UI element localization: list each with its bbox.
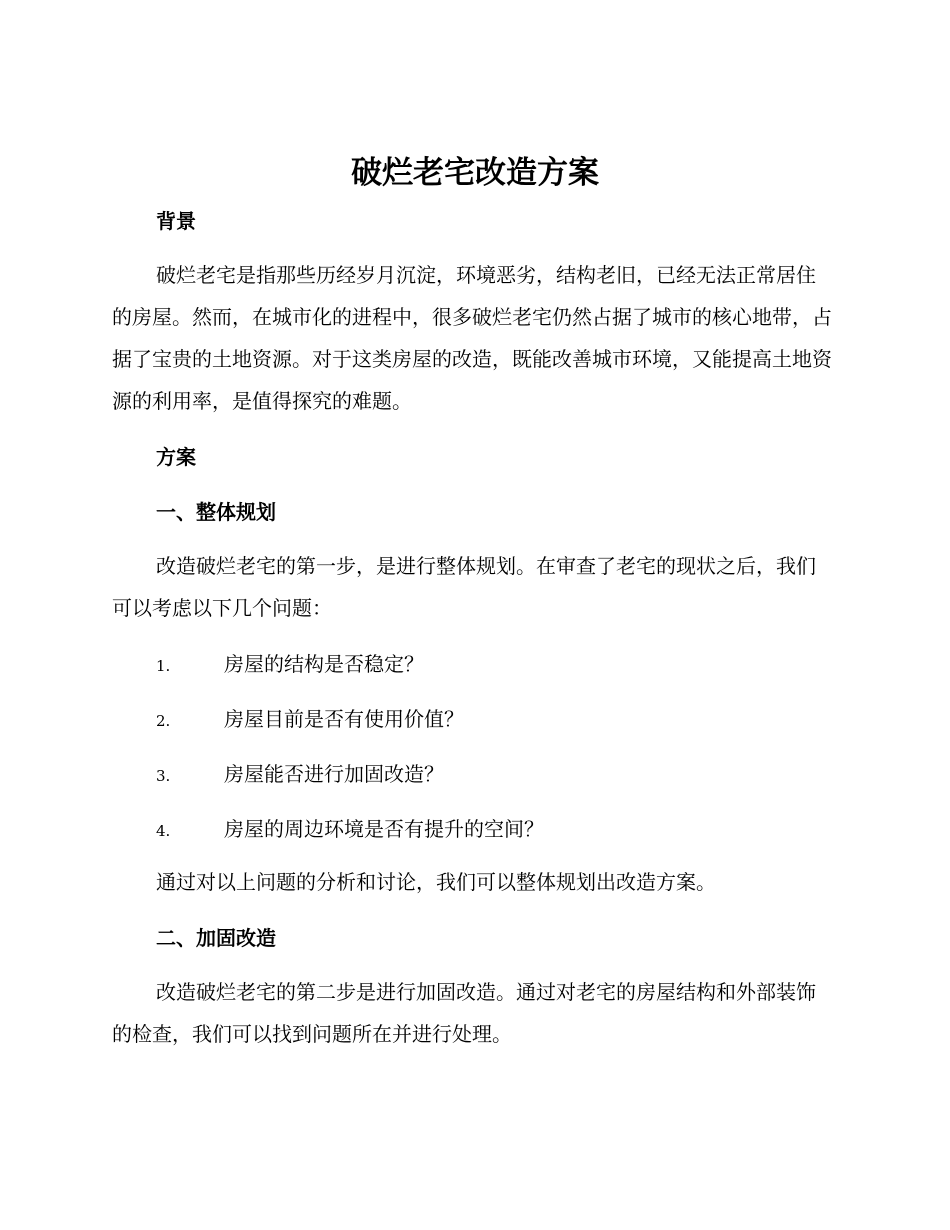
list-number: 3. bbox=[156, 767, 171, 785]
reinforcement-paragraph: 改造破烂老宅的第二步是进行加固改造。通过对老宅的房屋结构和外部装饰的检查，我们可以找到问题所在并进行处理。 bbox=[112, 980, 816, 1046]
background-paragraph: 破烂老宅是指那些历经岁月沉淀，环境恶劣，结构老旧，已经无法正常居住的房屋。然而，在城市化的进程中，很多破烂老宅仍然占据了城市的核心地带，占据了宝贵的土地资源。对于这类房屋的改造，既能改善城市环境，又能提高土地资源的利用率，是值得探究的难题。 bbox=[112, 263, 832, 413]
subsection-heading-reinforcement: 二、加固改造 bbox=[156, 926, 276, 950]
section-heading-plan: 方案 bbox=[156, 445, 196, 469]
list-number: 4. bbox=[156, 822, 171, 840]
document-title: 破烂老宅改造方案 bbox=[351, 155, 599, 191]
list-item bbox=[156, 705, 464, 735]
section-heading-background: 背景 bbox=[156, 209, 196, 233]
overall-planning-conclusion: 通过对以上问题的分析和讨论，我们可以整体规划出改造方案。 bbox=[156, 870, 716, 894]
subsection-heading-overall-planning: 一、整体规划 bbox=[156, 500, 276, 524]
overall-planning-intro: 改造破烂老宅的第一步，是进行整体规划。在审查了老宅的现状之后，我们可以考虑以下几个问题： bbox=[112, 554, 816, 620]
list-item bbox=[156, 760, 444, 790]
list-item bbox=[156, 650, 424, 680]
list-text: 房屋的周边环境是否有提升的空间？ bbox=[224, 817, 544, 841]
list-item bbox=[156, 815, 544, 845]
list-text: 房屋能否进行加固改造？ bbox=[224, 762, 444, 786]
list-number: 1. bbox=[156, 657, 171, 675]
list-number: 2. bbox=[156, 712, 171, 730]
list-text: 房屋目前是否有使用价值？ bbox=[224, 707, 464, 731]
list-text: 房屋的结构是否稳定？ bbox=[224, 652, 424, 676]
